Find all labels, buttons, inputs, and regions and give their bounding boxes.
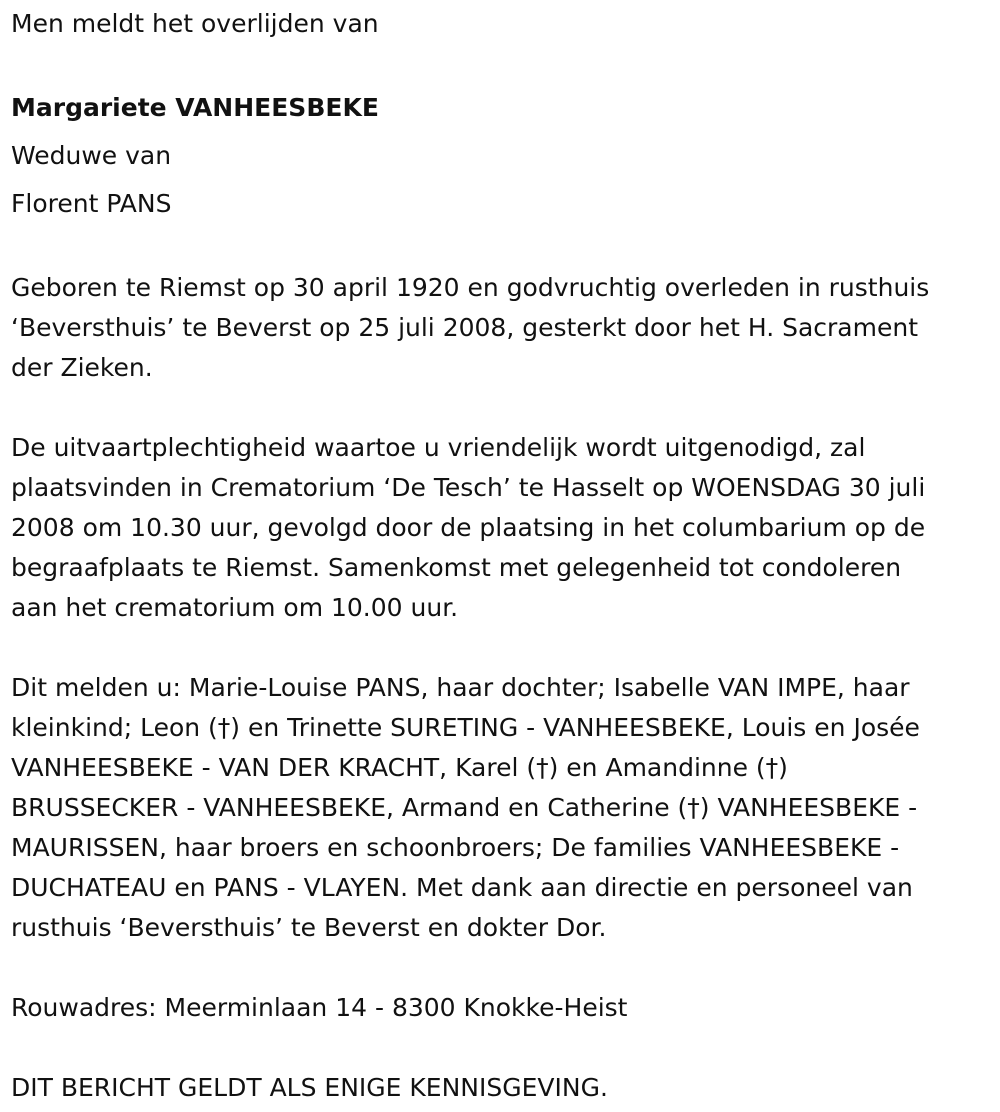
paragraph-line: BRUSSECKER - VANHEESBEKE, Armand en Catherine (†) VANHEESBEKE - [11,793,918,822]
paragraph-line: 2008 om 10.30 uur, gevolgd door de plaatsing in het columbarium op de [11,513,926,542]
paragraph-line: rusthuis ‘Beversthuis’ te Beverst en dokter Dor. [11,913,607,942]
ceremony-paragraph [11,428,991,628]
obituary-notice [11,4,991,1108]
paragraph-line: Dit melden u: Marie-Louise PANS, haar dochter; Isabelle VAN IMPE, haar [11,673,910,702]
spacer [11,228,991,268]
paragraph-line: der Zieken. [11,353,153,382]
deceased-block [11,84,991,228]
spacer [11,388,991,428]
closing-text: DIT BERICHT GELDT ALS ENIGE KENNISGEVING. [11,1073,608,1102]
paragraph-line: ‘Beversthuis’ te Beverst op 25 juli 2008, gesterkt door het H. Sacrament [11,313,919,342]
birth-death-paragraph [11,268,991,388]
address-text: Rouwadres: Meerminlaan 14 - 8300 Knokke-Heist [11,993,628,1022]
spouse-name: Florent PANS [11,189,172,218]
intro-text: Men meldt het overlijden van [11,9,379,38]
paragraph-line: begraafplaats te Riemst. Samenkomst met gelegenheid tot condoleren [11,553,902,582]
paragraph-line: kleinkind; Leon (†) en Trinette SURETING - VANHEESBEKE, Louis en Josée [11,713,920,742]
spacer [11,628,991,668]
paragraph-line: plaatsvinden in Crematorium ‘De Tesch’ te Hasselt op WOENSDAG 30 juli [11,473,926,502]
paragraph-line: DUCHATEAU en PANS - VLAYEN. Met dank aan directie en personeel van [11,873,913,902]
spacer [11,1028,991,1068]
paragraph-line: VANHEESBEKE - VAN DER KRACHT, Karel (†) en Amandinne (†) [11,753,788,782]
paragraph-line: Geboren te Riemst op 30 april 1920 en godvruchtig overleden in rusthuis [11,273,930,302]
paragraph-line: MAURISSEN, haar broers en schoonbroers; De families VANHEESBEKE - [11,833,900,862]
spacer [11,948,991,988]
paragraph-line: De uitvaartplechtigheid waartoe u vriendelijk wordt uitgenodigd, zal [11,433,866,462]
paragraph-line: aan het crematorium om 10.00 uur. [11,593,459,622]
relation-text: Weduwe van [11,141,172,170]
family-paragraph [11,668,991,948]
deceased-name: Margariete VANHEESBEKE [11,93,379,122]
